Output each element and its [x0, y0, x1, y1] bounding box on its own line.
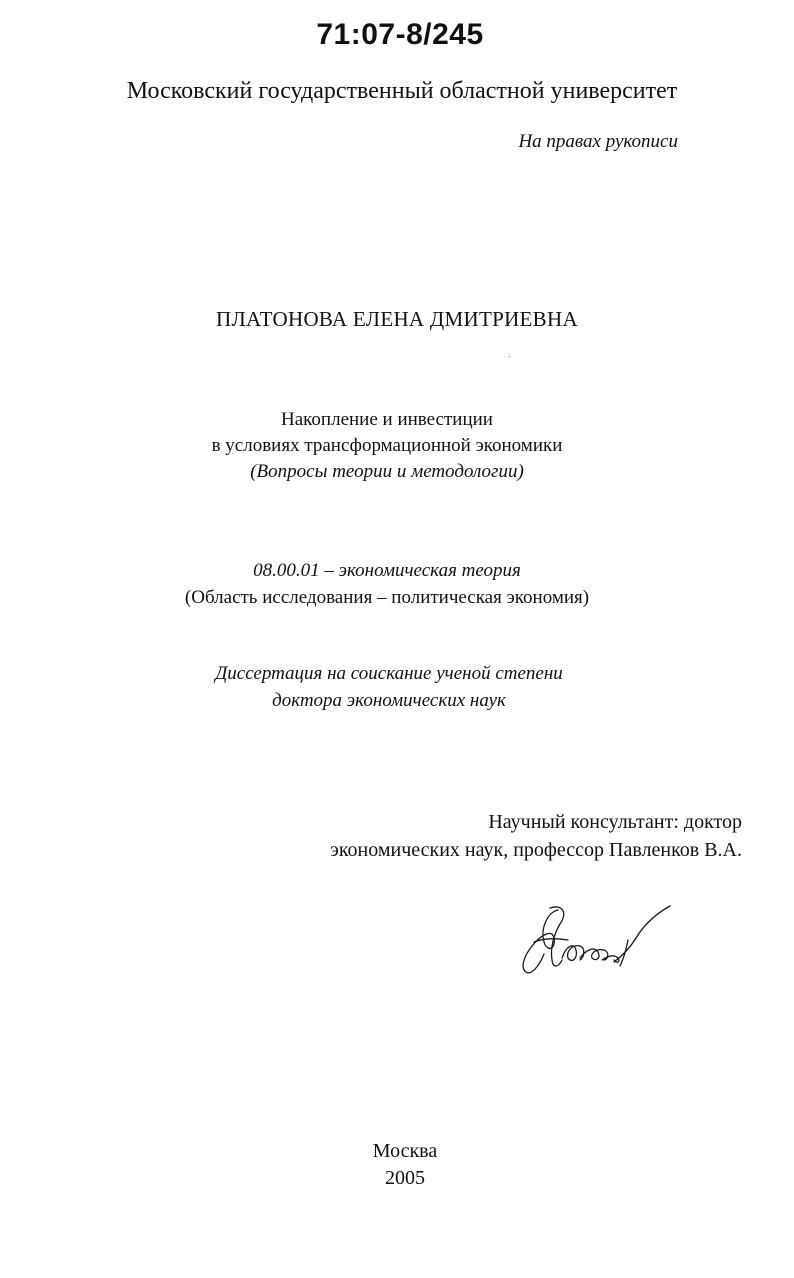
degree-line-2: доктора экономических наук: [272, 690, 506, 711]
title-subtitle: (Вопросы теории и методологии): [250, 461, 524, 482]
scan-speck: [509, 356, 510, 357]
specialty-code: 08.00.01 – экономическая теория: [253, 560, 521, 581]
university-name: Московский государственный областной университет: [126, 78, 678, 104]
title-line-1: Накопление и инвестиции: [281, 409, 493, 430]
degree-line-1: Диссертация на соискание ученой степени: [215, 663, 563, 684]
handwritten-signature: [510, 898, 680, 988]
manuscript-note: На правах рукописи: [518, 131, 678, 152]
advisor-line-1: Научный консультант: доктор: [488, 811, 742, 833]
title-line-2: в условиях трансформационной экономики: [211, 435, 563, 456]
specialty-area: (Область исследования – политическая экономия): [184, 587, 590, 608]
city-and-year: [0, 1138, 794, 1192]
advisor-line-2: экономических наук, профессор Павленков В.А.: [330, 839, 742, 861]
scientific-advisor: [330, 808, 742, 864]
specialty: [0, 557, 794, 611]
year: 2005: [385, 1167, 425, 1189]
degree-statement: [0, 660, 794, 714]
author-name: ПЛАТОНОВА ЕЛЕНА ДМИТРИЕВНА: [216, 307, 578, 331]
dissertation-title: [0, 407, 794, 485]
city: Москва: [372, 1140, 438, 1162]
catalog-number: 71:07-8/245: [316, 18, 484, 51]
